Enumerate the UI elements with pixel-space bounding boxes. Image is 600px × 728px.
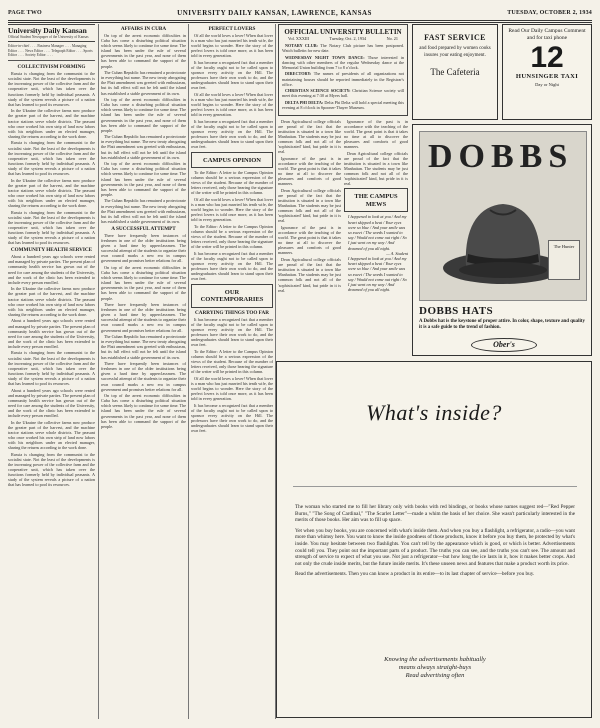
paragraph: In the Ukraine the collective farms now produce the greater part of the harvest, and the machine tractor stations serve whole districts. The peasant who once worked his own strip of land now labors with his neighbors under an elected manager, sharing the returns according to the work done. xyxy=(8,286,95,317)
header-rule-2 xyxy=(8,22,592,23)
header-rule xyxy=(8,20,592,21)
bulletin-item xyxy=(282,100,404,110)
lower-right xyxy=(344,119,408,295)
campus-mews-poem: I happened to look at you / And my heart skipped a beat / Your eyes were so blue / And your smile was so sweet / The words I wanted to say / Would not come out right / So I just went on my way / And dreamed of you all night. xyxy=(348,255,407,293)
paragraph: Ignorance of the past is in accordance with the teaching of the world. The great point is that it takes no time at all to discover the pleasures and comforts of good manners. xyxy=(278,155,341,187)
bulletin-item-text: The Notary Club picture has been postponed. Watch bulletin for new date. xyxy=(282,43,404,54)
paragraph: It has become a recognized fact that a member of the faculty ought not to be called upon to sponsor every activity on the Hill. The professors have their own work to do, and the undergraduates should learn to stand upon their own feet. xyxy=(191,250,273,282)
campus-opinion-heading: CAMPUS OPINION xyxy=(203,156,261,164)
dobbs-description: A Dobbs hat is the keystone of proper attire. In color, shape, texture and quality it is a safe guide to the trend of fashion. xyxy=(419,319,585,330)
column-editorial-2 xyxy=(101,24,186,719)
slogan-line: means always straight-buys xyxy=(398,664,472,671)
contemporaries-box xyxy=(191,284,273,308)
bulletin-item-text: Those interested in dancing with other members of the regular Wednesday dance at the Memorial Union building from 7 to 8 o'clock. xyxy=(282,54,404,70)
taxi-ad-hours: Day or Night xyxy=(535,81,559,87)
paragraph: Dean Agricultural college officials are proud of the fact that the institution is situated in a town like Manhattan. The students may be just common folk and not all of the 'sophisticated' kind, but pride in it is real. xyxy=(344,150,408,187)
masthead-subtitle: Official Student Newspaper of the University of Kansas xyxy=(8,35,89,39)
paragraph: On top of the arrest economic difficulties in Cuba has come a disturbing political situation which seems likely to continue for some time. The island has been under the rule of several governments in the past year, and none of them has been able to command the support of the people. xyxy=(101,264,186,301)
cafeteria-ad-text: and food prepared by women cooks insures your eating enjoyment. xyxy=(419,46,491,58)
paragraph: It has become a recognized fact that a member of the faculty ought not to be called upon to sponsor every activity on the Hill. The professors have their own work to do, and the undergraduates should learn to stand upon their own feet. xyxy=(191,59,273,91)
paragraph: On top of the arrest economic difficulties in Cuba has come a disturbing political situation which seems likely to continue for some time. The island has been under the rule of several governments in the past year, and none of them has been able to command the support of the people. xyxy=(101,161,186,197)
article-heading: PERFECT LOVERS xyxy=(208,26,256,32)
bulletin-item-text: The names of presidents of all organizations not maintaining houses should be reported immediately in the Registrar's office. xyxy=(282,71,404,87)
paragraph: The Cuban Republic has remained a protectorate in everything but name. The new treaty abrogating the Platt amendment was greeted with enthusiasm, but its full effect will not be felt until the island has established a stable government of its own. xyxy=(101,334,186,360)
bulletin-title: OFFICIAL UNIVERSITY BULLETIN xyxy=(284,28,402,36)
bulletin-item xyxy=(282,71,404,86)
official-bulletin xyxy=(278,24,408,116)
paragraph: On top of the arrest economic difficulties in Cuba has come a disturbing political situation which seems likely to continue for some time. The island has been under the rule of several governments in the past year, and none of them has been able to command the support of the people. xyxy=(101,393,186,429)
bulletin-number: No. 21 xyxy=(386,36,398,41)
paragraph: The Cuban Republic has remained a protectorate in everything but name. The new treaty abrogating the Platt amendment was greeted with enthusiasm, but its full effect will not be felt until the island has established a stable government of its own. xyxy=(101,70,186,96)
lower-right-text xyxy=(344,119,408,187)
dobbs-illustration xyxy=(419,131,587,301)
taxi-ad xyxy=(502,24,592,120)
paragraph: In the Ukraine the collective farms now produce the greater part of the harvest, and the machine tractor stations serve whole districts. The peasant who once worked his own strip of land now labors with his neighbors under an elected manager, sharing the returns according to the work done. xyxy=(8,177,95,209)
page-number: PAGE TWO xyxy=(8,10,42,16)
paragraph: It has become a recognized fact that a member of the faculty ought not to be called upon to sponsor every activity on the Hill. The professors have their own work to do, and the undergraduates should learn to stand upon their own feet. xyxy=(191,119,273,150)
lower-left-text xyxy=(278,119,341,295)
bulletin-item-heading: WEDNESDAY NIGHT TOWN DANCE: xyxy=(285,54,365,60)
poem-signature: — A. Student xyxy=(386,250,408,256)
advertising-council-ad xyxy=(276,361,592,718)
paragraph: The Cuban Republic has remained a protectorate in everything but name. The new treaty abrogating the Platt amendment was greeted with enthusiasm, but its full effect will not be felt until the island has established a stable government of its own. xyxy=(101,134,186,160)
paragraph: On top of the arrest economic difficulties in Cuba has come a disturbing political situation which seems likely to continue for some time. The island has been under the rule of several governments in the past year, and none of them has been able to command the support of the people. xyxy=(101,33,186,69)
column-divider xyxy=(188,24,189,719)
column-editorial xyxy=(8,24,95,719)
paragraph: Dean Agricultural college officials are proud of the fact that the institution is situated in a town like Manhattan. The students may be just common folk and not all of the 'sophisticated' kind, but pride in it is real. xyxy=(278,187,341,224)
taxi-ad-name: HUNSINGER TAXI xyxy=(515,73,579,80)
paragraph: On top of the arrest economic difficulties in Cuba has come a disturbing political situation which seems likely to continue for some time. The island has been under the rule of several governments in the past year, and none of them has been able to command the support of the people. xyxy=(101,97,186,133)
dobbs-art-word: DOBBS xyxy=(428,138,574,175)
paragraph: Of all the world loves a lover! When that lover is a man who has just married his tenth wife, the world begins to wonder. Here the story of the perfect lovers is told once more, as it has been told in every generation. xyxy=(191,197,273,223)
article-heading: AFFAIRS IN CUBA xyxy=(120,26,167,32)
article-heading: CARRYING THINGS TOO FAR xyxy=(195,309,269,316)
paragraph: Dean Agricultural college officials are proud of the fact that the institution is situated in a town like Manhattan. The students may be just common folk and not all of the 'sophisticated' kind, but pride in it is real. xyxy=(278,257,341,293)
dobbs-headline: DOBBS HATS xyxy=(419,305,494,317)
campus-opinion-body xyxy=(191,170,273,281)
column-divider xyxy=(98,24,99,719)
paragraph: Yet when you buy books, you are concerned with what's inside them. And when you buy a flashlight, a refrigerator, a radio—you want more than whimsy here. You want to know the inside goodness of those products, know it before you buy them, be protected by what's inside. You may hesitate between two flashlights. You can't tell by the appearance which is good, or which is better. Advertisements could tell you. They point out the important parts of a product. The truths you can see, and the truths you can't see. The amount and strength of service to expect of what you use. Not just a refrigerator—but how long the ice lasts in it, how it makes better crops. And not only the crude inside merits, but the future inside merits. It's these unseen news and features that make a product worth its price. xyxy=(295,527,575,567)
editorial-heading: COLLECTIVISM FORMING xyxy=(17,64,86,71)
slogan-line: Knowing the advertisements habitually xyxy=(384,656,486,663)
editorial-body xyxy=(8,254,95,487)
staff-list: Editor-in-chief . . . . Business Manager . . . . Managing Editor . . . . News Editor . . . . Telegraph Editor . . . . Sports Editor . . . . Society Editor . . . . xyxy=(8,44,93,57)
taxi-phone-number: 12 xyxy=(530,41,564,74)
bulletin-item xyxy=(282,55,404,70)
paragraph: There have frequently been instances of freshmen in one of the older institutions being given a hard time by upperclassmen. The successful attempt of the students to organize their own council marks a new era in campus government and promises better relations for all. xyxy=(101,232,186,264)
paragraph: Russia is changing from the communist to the socialist state. Not the least of the developments is the increasing power of the collective farm and the cooperative unit, which has taken over the functions formerly held by individual peasants. A study of the system reveals a picture of a nation that has learned to pool its resources. xyxy=(8,209,95,246)
paragraph: To the Editor: A letter to the Campus Opinion column should be a serious expression of the views of the student. Because of the number of letters received, only those bearing the signature of the writer will be printed in this column. xyxy=(191,224,273,250)
ad-title: What's inside? xyxy=(366,400,502,425)
paragraph: Russia is changing from the communist to the socialist state. Not the least of the developments is the increasing power of the collective farm and the cooperative unit, which has taken over the functions formerly held by individual peasants. A study of the system reveals a picture of a nation that has learned to pool its resources. xyxy=(8,71,95,107)
paragraph: Of all the world loves a lover! When that lover is a man who has just married his tenth wife, the world begins to wonder. Here the story of the perfect lovers is told once more, as it has been told in every generation. xyxy=(191,375,273,401)
cafeteria-ad xyxy=(412,24,498,120)
bulletin-item-heading: NOTARY CLUB: xyxy=(285,43,318,48)
bulletin-item-heading: CHRISTIAN SCIENCE SOCIETY: xyxy=(285,88,351,94)
paragraph: Of all the world loves a lover! When that lover is a man who has just married his tenth wife, the world begins to wonder. Here the story of the perfect lovers is told once more, as it has been told in every generation. xyxy=(191,92,273,118)
page-header xyxy=(8,6,592,20)
paragraph: To the Editor: A letter to the Campus Opinion column should be a serious expression of the views of the student. Because of the number of letters received, only those bearing the signature of the writer will be printed in this column. xyxy=(191,170,273,196)
paragraph: About a hundred years ago schools were rented and managed by private parties. The present plan of community health service has grown out of the need for care among the students of the University, and the work of the clinic has been extended to include every person enrolled. xyxy=(8,254,95,285)
article-body xyxy=(191,33,273,150)
bulletin-item-heading: DELTA PHI DELTA: xyxy=(285,99,324,105)
paragraph: Russia is changing from the communist to the socialist state. Not the least of the developments is the increasing power of the collective farm and the cooperative unit, which has taken over the functions formerly held by individual peasants. A study of the system reveals a picture of a nation that has learned to pool its resources. xyxy=(8,451,95,488)
article-heading: A SUCCESSFUL ATTEMPT xyxy=(111,225,176,232)
bulletin-item-heading: DIRECTORY: xyxy=(285,71,312,77)
campus-mews-poem: I happened to look at you / And my heart skipped a beat / Your eyes were so blue / And your smile was so sweet / The words I wanted to say / Would not come out right / So I just went on my way / And dreamed of you all night. xyxy=(348,214,407,251)
campus-opinion-box xyxy=(191,152,273,169)
paragraph: Ignorance of the past is in accordance with the teaching of the world. The great point is that it takes no time at all to discover the pleasures and comforts of good manners. xyxy=(278,225,341,256)
article-body xyxy=(101,33,186,224)
bulletin-lower xyxy=(278,119,408,295)
paragraph: Ignorance of the past is in accordance with the teaching of the world. The great point is that it takes no time at all to discover the pleasures and comforts of good manners. xyxy=(344,118,408,150)
bulletin-item xyxy=(282,88,404,98)
divider xyxy=(8,60,95,61)
obers-logo: Ober's xyxy=(471,338,537,352)
paragraph: There have frequently been instances of freshmen in one of the older institutions being given a hard time by upperclassmen. The successful attempt of the students to organize their own council marks a new era in campus government and promises better relations for all. xyxy=(101,302,186,333)
editorial-body xyxy=(8,71,95,245)
paragraph: It has become a recognized fact that a member of the faculty ought not to be called upon to sponsor every activity on the Hill. The professors have their own work to do, and the undergraduates should learn to stand upon their own feet. xyxy=(191,316,273,347)
paragraph: About a hundred years ago schools were rented and managed by private parties. The present plan of community health service has grown out of the need for care among the students of the University, and the work of the clinic has been extended to include every person enrolled. xyxy=(8,318,95,349)
contemporaries-body xyxy=(191,317,273,434)
column-bulletin xyxy=(278,24,408,359)
ad-slogan xyxy=(277,656,593,680)
paragraph: The Cuban Republic has remained a protectorate in everything but name. The new treaty abrogating the Platt amendment was greeted with enthusiasm, but its full effect will not be felt until the island has established a stable government of its own. xyxy=(101,198,186,224)
paragraph: Dean Agricultural college officials are proud of the fact that the institution is situated in a town like Manhattan. The students may be just common folk and not all of the 'sophisticated' kind, but pride in it is real. xyxy=(278,118,341,155)
dobbs-tag: The Hunter xyxy=(548,240,580,280)
taxi-ad-text: Read Our Daily Campus Comment and for taxi phone xyxy=(508,28,586,41)
contemporaries-heading: OUR CONTEMPORARIES xyxy=(200,288,264,304)
bulletin-volume: Vol. XXXIII xyxy=(288,36,310,41)
bulletin-items xyxy=(282,43,404,110)
cafeteria-ad-headline: FAST SERVICE xyxy=(424,33,486,42)
bulletin-date: Tuesday, Oct. 2, 1934 xyxy=(329,36,367,41)
bulletin-meta xyxy=(282,36,404,41)
column-features xyxy=(191,24,273,719)
paragraph: There have frequently been instances of freshmen in one of the older institutions being given a hard time by upperclassmen. The successful attempt of the students to organize their own council marks a new era in campus government and promises better relations for all. xyxy=(101,361,186,392)
newspaper-page xyxy=(8,6,592,722)
paragraph: It has become a recognized fact that a member of the faculty ought not to be called upon to sponsor every activity on the Hill. The professors have their own work to do, and the undergraduates should learn to stand upon their own feet. xyxy=(191,402,273,433)
paragraph: To the Editor: A letter to the Campus Opinion column should be a serious expression of the views of the student. Because of the number of letters received, only those bearing the signature of the writer will be printed in this column. xyxy=(191,348,273,374)
paragraph: The woman who started me to fill her library only with books with red bindings, or books whose names suggest red—"Red Pepper Burns," "The Song of Cardinal," "The Scarlet Letter"—made a whim the basis of her choice. She wasn't particularly interested in the merits of those books. Her aim was to fill up space. xyxy=(295,504,575,524)
article-body xyxy=(101,233,186,429)
dobbs-hats-ad xyxy=(412,124,592,356)
paragraph: Russia is changing from the communist to the socialist state. Not the least of the developments is the increasing power of the collective farm and the cooperative unit, which has taken over the functions formerly held by individual peasants. A study of the system reveals a picture of a nation that has learned to pool its resources. xyxy=(8,140,95,176)
paragraph: Russia is changing from the communist to the socialist state. Not the least of the developments is the increasing power of the collective farm and the cooperative unit, which has taken over the functions formerly held by individual peasants. A study of the system reveals a picture of a nation that has learned to pool its resources. xyxy=(8,350,95,387)
ad-body xyxy=(295,504,575,582)
campus-mews-box xyxy=(344,188,408,212)
editorial-heading: COMMUNITY HEALTH SERVICE xyxy=(10,247,93,254)
paper-title: UNIVERSITY DAILY KANSAN, LAWRENCE, KANSAS xyxy=(177,9,372,17)
bulletin-item-text: Christian Science society will meet this evening at 7:30 at Myers hall. xyxy=(282,88,404,99)
paragraph: Read the advertisements. Then you can know a product in its entire—to its last chapter of service—before you buy. xyxy=(295,571,535,578)
masthead xyxy=(8,24,95,42)
bulletin-item xyxy=(282,43,404,53)
paragraph: In the Ukraine the collective farms now produce the greater part of the harvest, and the machine tractor stations serve whole districts. The peasant who once worked his own strip of land now labors with his neighbors under an elected manager, sharing the returns according to the work done. xyxy=(8,419,95,451)
cafeteria-ad-name: The Cafeteria xyxy=(430,67,480,77)
divider xyxy=(293,486,577,487)
slogan-line: Read advertising often xyxy=(405,672,465,679)
paragraph: Of all the world loves a lover! When that lover is a man who has just married his tenth wife, the world begins to wonder. Here the story of the perfect lovers is told once more, as it has been told in every generation. xyxy=(191,33,273,59)
paragraph: About a hundred years ago schools were rented and managed by private parties. The present plan of community health service has grown out of the need for care among the students of the University, and the work of the clinic has been extended to include every person enrolled. xyxy=(8,387,95,419)
issue-date: TUESDAY, OCTOBER 2, 1934 xyxy=(507,10,592,16)
bulletin-item-text: Delta Phi Delta will hold a special meeting this evening at 8 o'clock in Spooner-Thayer Museum. xyxy=(282,99,404,111)
campus-mews-heading: THE CAMPUS MEWS xyxy=(354,193,398,208)
masthead-title: University Daily Kansan xyxy=(8,26,87,35)
paragraph: In the Ukraine the collective farms now produce the greater part of the harvest, and the machine tractor stations serve whole districts. The peasant who once worked his own strip of land now labors with his neighbors under an elected manager, sharing the returns according to the work done. xyxy=(8,108,95,139)
